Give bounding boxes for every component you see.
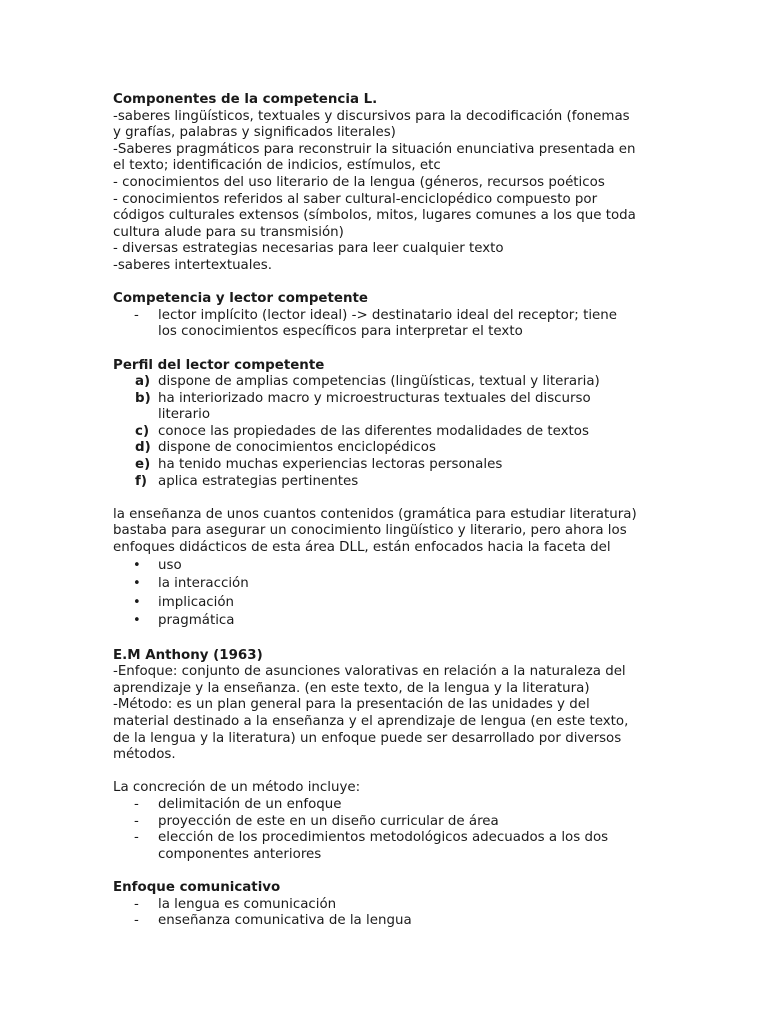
text-line: literario <box>158 407 211 423</box>
bullet-marker: • <box>133 594 141 610</box>
paragraph-gap <box>113 341 658 358</box>
text-line: enseñanza comunicativa de la lengua <box>158 913 412 929</box>
text-line: bastaba para asegurar un conocimiento lingüístico y literario, pero ahora los <box>113 523 627 539</box>
text-line: - conocimientos referidos al saber cultural-enciclopédico compuesto por <box>113 191 598 207</box>
text-line: la enseñanza de unos cuantos contenidos (gramática para estudiar literatura) <box>113 506 637 522</box>
text-line: - diversas estrategias necesarias para leer cualquier texto <box>113 241 504 257</box>
text-line: lector implícito (lector ideal) -> destinatario ideal del receptor; tiene <box>158 307 618 323</box>
paragraph-gap <box>113 275 658 292</box>
dash-marker: - <box>134 830 139 846</box>
list-item <box>113 612 658 631</box>
text-line: material destinado a la enseñanza y el aprendizaje de lengua (en este texto, <box>113 713 629 729</box>
list-item <box>113 913 658 930</box>
list-item <box>113 374 658 391</box>
list-item <box>113 440 658 457</box>
text-line: delimitación de un enfoque <box>158 796 342 812</box>
text-line: los conocimientos específicos para interpretar el texto <box>158 324 523 340</box>
letter-marker: c) <box>135 423 150 439</box>
list-item <box>113 424 658 441</box>
dash-marker: - <box>134 813 139 829</box>
list-item-text: uso <box>158 557 182 573</box>
text-line: métodos. <box>113 747 176 763</box>
list-item <box>113 594 658 613</box>
list-item-text: la interacción <box>158 576 249 592</box>
text-line: códigos culturales extensos (símbolos, mitos, lugares comunes a los que toda <box>113 208 636 224</box>
list-item <box>113 830 658 863</box>
dash-marker: - <box>134 307 139 323</box>
text-line: el texto; identificación de indicios, estímulos, etc <box>113 158 441 174</box>
list-item <box>113 474 658 491</box>
text-line: componentes anteriores <box>158 846 322 862</box>
list-item <box>113 897 658 914</box>
text-line: aplica estrategias pertinentes <box>158 473 359 489</box>
text-line: y grafías, palabras y significados literales) <box>113 125 396 141</box>
list-item <box>113 797 658 814</box>
paragraph-gap <box>113 631 658 648</box>
text-line: -Saberes pragmáticos para reconstruir la situación enunciativa presentada en <box>113 141 636 157</box>
bullet-marker: • <box>133 557 141 573</box>
list-item-text: implicación <box>158 594 235 610</box>
text-line: -Enfoque: conjunto de asunciones valorativas en relación a la naturaleza del <box>113 664 626 680</box>
list-item-text: pragmática <box>158 613 235 629</box>
ensenanza-paragraph <box>113 507 658 557</box>
paragraph-gap <box>113 764 658 781</box>
dash-list <box>113 797 658 863</box>
letter-marker: b) <box>135 390 151 406</box>
text-line: dispone de conocimientos enciclopédicos <box>158 440 436 456</box>
text-line: ha tenido muchas experiencias lectoras personales <box>158 457 503 473</box>
bullet-marker: • <box>133 613 141 629</box>
bullet-marker: • <box>133 576 141 592</box>
text-line: aprendizaje y la enseñanza. (en este texto, de la lengua y la literatura) <box>113 680 590 696</box>
section-heading-anthony: E.M Anthony (1963) <box>113 647 263 663</box>
section-heading-competencia-lector: Competencia y lector competente <box>113 291 369 307</box>
letter-marker: e) <box>135 457 151 473</box>
dash-list <box>113 308 658 341</box>
text-line: -saberes lingüísticos, textuales y discursivos para la decodificación (fonemas <box>113 108 630 124</box>
list-item <box>113 575 658 594</box>
dash-list <box>113 897 658 930</box>
document-page <box>113 92 658 930</box>
bullet-list <box>113 557 658 631</box>
componentes-body <box>113 109 658 275</box>
paragraph-gap <box>113 863 658 880</box>
dash-marker: - <box>134 796 139 812</box>
dash-marker: - <box>134 913 139 929</box>
section-heading-componentes: Componentes de la competencia L. <box>113 92 378 107</box>
text-line: -Método: es un plan general para la presentación de las unidades y del <box>113 697 590 713</box>
text-line: proyección de este en un diseño curricular de área <box>158 813 499 829</box>
anthony-body <box>113 664 658 764</box>
text-line: cultura alude para su transmisión) <box>113 224 344 240</box>
letter-marker: d) <box>135 440 151 456</box>
letter-marker: f) <box>135 473 147 489</box>
text-line: enfoques didácticos de esta área DLL, están enfocados hacia la faceta del <box>113 540 611 556</box>
list-item <box>113 308 658 341</box>
text-line: -saberes intertextuales. <box>113 257 272 273</box>
list-item <box>113 457 658 474</box>
text-line: - conocimientos del uso literario de la lengua (géneros, recursos poéticos <box>113 174 605 190</box>
list-item <box>113 557 658 576</box>
text-line: de la lengua y la literatura) un enfoque puede ser desarrollado por diversos <box>113 730 622 746</box>
letter-marker: a) <box>135 374 151 390</box>
paragraph-gap <box>113 490 658 507</box>
dash-marker: - <box>134 896 139 912</box>
text-line: dispone de amplias competencias (lingüísticas, textual y literaria) <box>158 374 600 390</box>
section-heading-comunicativo: Enfoque comunicativo <box>113 879 281 895</box>
text-line: ha interiorizado macro y microestructuras textuales del discurso <box>158 390 591 406</box>
section-heading-perfil: Perfil del lector competente <box>113 357 325 373</box>
list-item <box>113 814 658 831</box>
text-line: elección de los procedimientos metodológicos adecuados a los dos <box>158 830 609 846</box>
concrecion-intro: La concreción de un método incluye: <box>113 780 361 796</box>
lettered-list <box>113 374 658 490</box>
text-line: la lengua es comunicación <box>158 896 337 912</box>
text-line: conoce las propiedades de las diferentes modalidades de textos <box>158 423 589 439</box>
list-item <box>113 391 658 424</box>
